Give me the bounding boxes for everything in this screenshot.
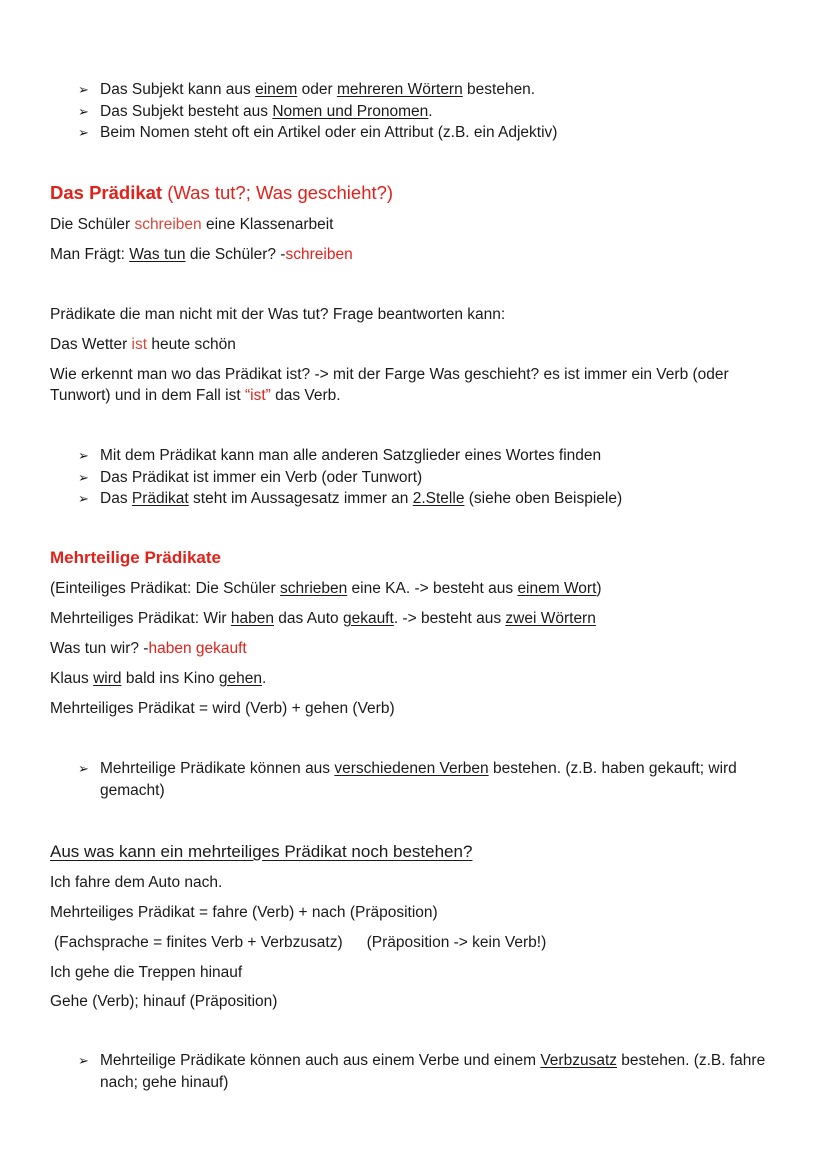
list-item: ➢ Mit dem Prädikat kann man alle anderen Satzglieder eines Wortes finden — [78, 445, 788, 467]
mehrteilig-line-3: Was tun wir? -haben gekauft — [50, 640, 247, 657]
arrow-bullet-icon: ➢ — [78, 491, 89, 506]
mehrteilig-line-5: Mehrteiliges Prädikat = wird (Verb) + gehen (Verb) — [50, 700, 395, 717]
praedikat-example-3: Das Wetter ist heute schön — [50, 336, 236, 353]
list-item: ➢ Mehrteilige Prädikate können aus verschiedenen Verben bestehen. (z.B. haben gekauft; wird gemacht) — [78, 760, 737, 799]
list-item: ➢ Das Prädikat steht im Aussagesatz immer an 2.Stelle (siehe oben Beispiele) — [78, 488, 788, 510]
list-item: ➢ Beim Nomen steht oft ein Artikel oder ein Attribut (z.B. ein Adjektiv) — [78, 122, 788, 144]
praedikat-paragraph-1: Prädikate die man nicht mit der Was tut? Frage beantworten kann: — [50, 306, 506, 323]
list-item: ➢ Mehrteilige Prädikate können auch aus einem Verbe und einem Verbzusatz bestehen. (z.B. fahre nach; gehe hinauf) — [78, 1052, 766, 1091]
praedikat-paragraph-2: Wie erkennt man wo das Prädikat ist? -> mit der Farge Was geschieht? es ist immer ein Verb (oder Tunwort) und in dem Fall ist “ist” das Verb. — [50, 366, 729, 404]
list-item: ➢ Das Subjekt kann aus einem oder mehreren Wörtern bestehen. — [78, 79, 788, 101]
aus-was-line-1: Ich fahre dem Auto nach. — [50, 874, 223, 891]
aus-was-heading: Aus was kann ein mehrteiliges Prädikat noch bestehen? — [50, 842, 473, 861]
list-item: ➢ Das Subjekt besteht aus Nomen und Pronomen. — [78, 101, 788, 123]
aus-was-line-3: (Fachsprache = finites Verb + Verbzusatz) (Präposition -> kein Verb!) — [54, 934, 547, 951]
mehrteilig-bullet-list — [78, 758, 778, 801]
list-item: ➢ Das Prädikat ist immer ein Verb (oder Tunwort) — [78, 467, 788, 489]
arrow-bullet-icon: ➢ — [78, 82, 89, 97]
mehrteilig-heading: Mehrteilige Prädikate — [50, 548, 222, 567]
arrow-bullet-icon: ➢ — [78, 125, 89, 140]
praedikat-bullet-list — [78, 445, 788, 510]
aus-was-line-2: Mehrteiliges Prädikat = fahre (Verb) + nach (Präposition) — [50, 904, 438, 921]
arrow-bullet-icon: ➢ — [78, 761, 89, 776]
mehrteilig-line-1: (Einteiliges Prädikat: Die Schüler schrieben eine KA. -> besteht aus einem Wort) — [50, 580, 602, 597]
arrow-bullet-icon: ➢ — [78, 469, 89, 485]
arrow-bullet-icon: ➢ — [78, 1053, 89, 1068]
mehrteilig-line-4: Klaus wird bald ins Kino gehen. — [50, 670, 267, 687]
praedikat-example-1: Die Schüler schreiben eine Klassenarbeit — [50, 216, 334, 233]
praedikat-example-2: Man Frägt: Was tun die Schüler? -schreiben — [50, 246, 353, 263]
praedikat-heading: Das Prädikat (Was tut?; Was geschieht?) — [50, 182, 394, 203]
mehrteilig-line-2: Mehrteiliges Prädikat: Wir haben das Auto gekauft. -> besteht aus zwei Wörtern — [50, 610, 596, 627]
subject-bullet-list — [78, 79, 788, 144]
arrow-bullet-icon: ➢ — [78, 448, 89, 463]
aus-was-line-5: Gehe (Verb); hinauf (Präposition) — [50, 993, 278, 1010]
aus-was-line-4: Ich gehe die Treppen hinauf — [50, 964, 243, 981]
arrow-bullet-icon: ➢ — [78, 103, 89, 119]
aus-was-bullet-list — [78, 1050, 788, 1093]
